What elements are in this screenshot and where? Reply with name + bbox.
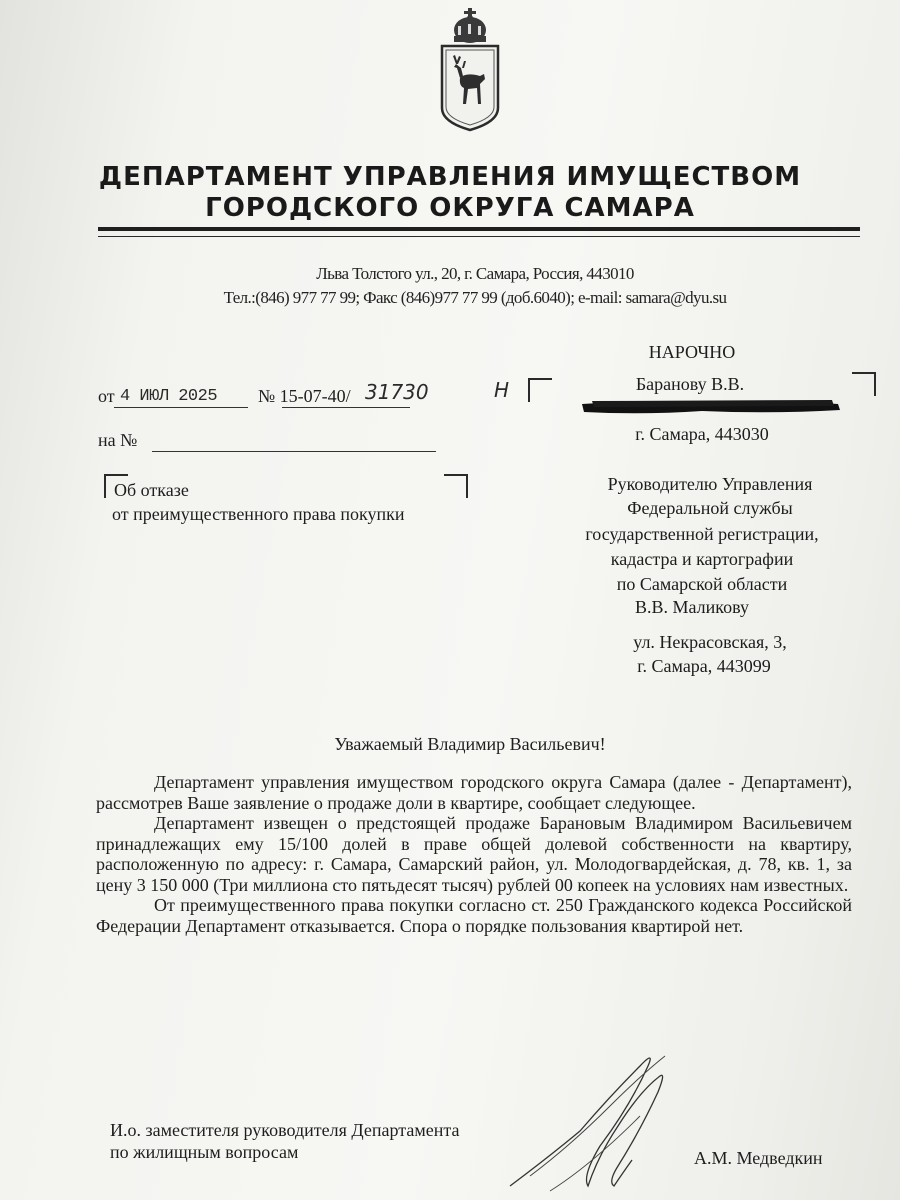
department-contacts: Тел.:(846) 977 77 99; Факс (846)977 77 99 (доб.6040); e-mail: samara@dyu.su (223, 288, 727, 307)
outgoing-number: № 15-07-40/ (258, 386, 351, 406)
redacted-address (582, 398, 840, 416)
recipient2-city: г. Самара, 443099 (637, 656, 771, 676)
handwritten-signature-icon (490, 1036, 690, 1196)
greeting: Уважаемый Владимир Васильевич! (334, 734, 606, 754)
outgoing-number-handwritten: 31730 (365, 380, 429, 404)
handwritten-mark: Н (494, 378, 510, 402)
recipient2-line1: Руководителю Управления (607, 474, 813, 494)
samara-coat-of-arms-icon (436, 6, 504, 134)
recipient2-name: В.В. Маликову (635, 597, 749, 617)
header-rule-thick (98, 227, 860, 231)
department-address: Льва Толстого ул., 20, г. Самара, Россия, 443010 (316, 264, 634, 283)
reference-underline (152, 451, 436, 452)
recipient1-name: Баранову В.В. (635, 374, 745, 394)
number-underline (282, 407, 410, 408)
body-paragraph-2: Департамент извещен о предстоящей продаже Барановым Владимиром Васильевичем принадлежащих ему 15/100 долей в праве общей долевой собственности на квартиру, расположенную по адресу: г. Самара, Самарский район, ул. Молодогвардейская, д. 78, кв. 1, за цену 3 150 000 (Три миллиона сто пятьдесят тысяч) рублей 00 копеек на условиях нам известных. (96, 813, 852, 895)
body-paragraph-1: Департамент управления имуществом городского округа Самара (далее - Департамент), рассмотрев Ваше заявление о продаже доли в квартире, сообщает следующее. (96, 772, 852, 813)
recipient2-line2: Федеральной службы (627, 498, 793, 518)
signer-position-line1: И.о. заместителя руководителя Департамента (110, 1120, 460, 1140)
letter-body (96, 772, 852, 936)
reference-label: на № (98, 430, 138, 450)
delivery-method: НАРОЧНО (648, 342, 736, 362)
body-paragraph-3: От преимущественного права покупки согласно ст. 250 Гражданского кодекса Российской Федерации Департамент отказывается. Спора о порядке пользования квартирой нет. (96, 895, 852, 936)
outgoing-date-stamp: 4 ИЮЛ 2025 (120, 387, 218, 406)
address-bracket-right (852, 372, 876, 396)
subject-line1: Об отказе (114, 480, 189, 500)
recipient2-line4: кадастра и картографии (610, 549, 794, 569)
recipient2-line5: по Самарской области (616, 574, 788, 594)
date-underline (114, 407, 248, 408)
signer-name: А.М. Медведкин (694, 1148, 823, 1168)
recipient2-street: ул. Некрасовская, 3, (633, 632, 787, 652)
recipient1-city: г. Самара, 443030 (635, 424, 769, 444)
header-rule-thin (98, 236, 860, 237)
department-title-line1: ДЕПАРТАМЕНТ УПРАВЛЕНИЯ ИМУЩЕСТВОМ (98, 162, 802, 192)
subject-line2: от преимущественного права покупки (112, 504, 405, 524)
subject-bracket-right (444, 474, 468, 498)
signer-position-line2: по жилищным вопросам (110, 1142, 299, 1162)
department-title-line2: ГОРОДСКОГО ОКРУГА САМАРА (205, 193, 695, 223)
from-label: от (98, 386, 115, 406)
recipient2-line3: государственной регистрации, (585, 524, 819, 544)
